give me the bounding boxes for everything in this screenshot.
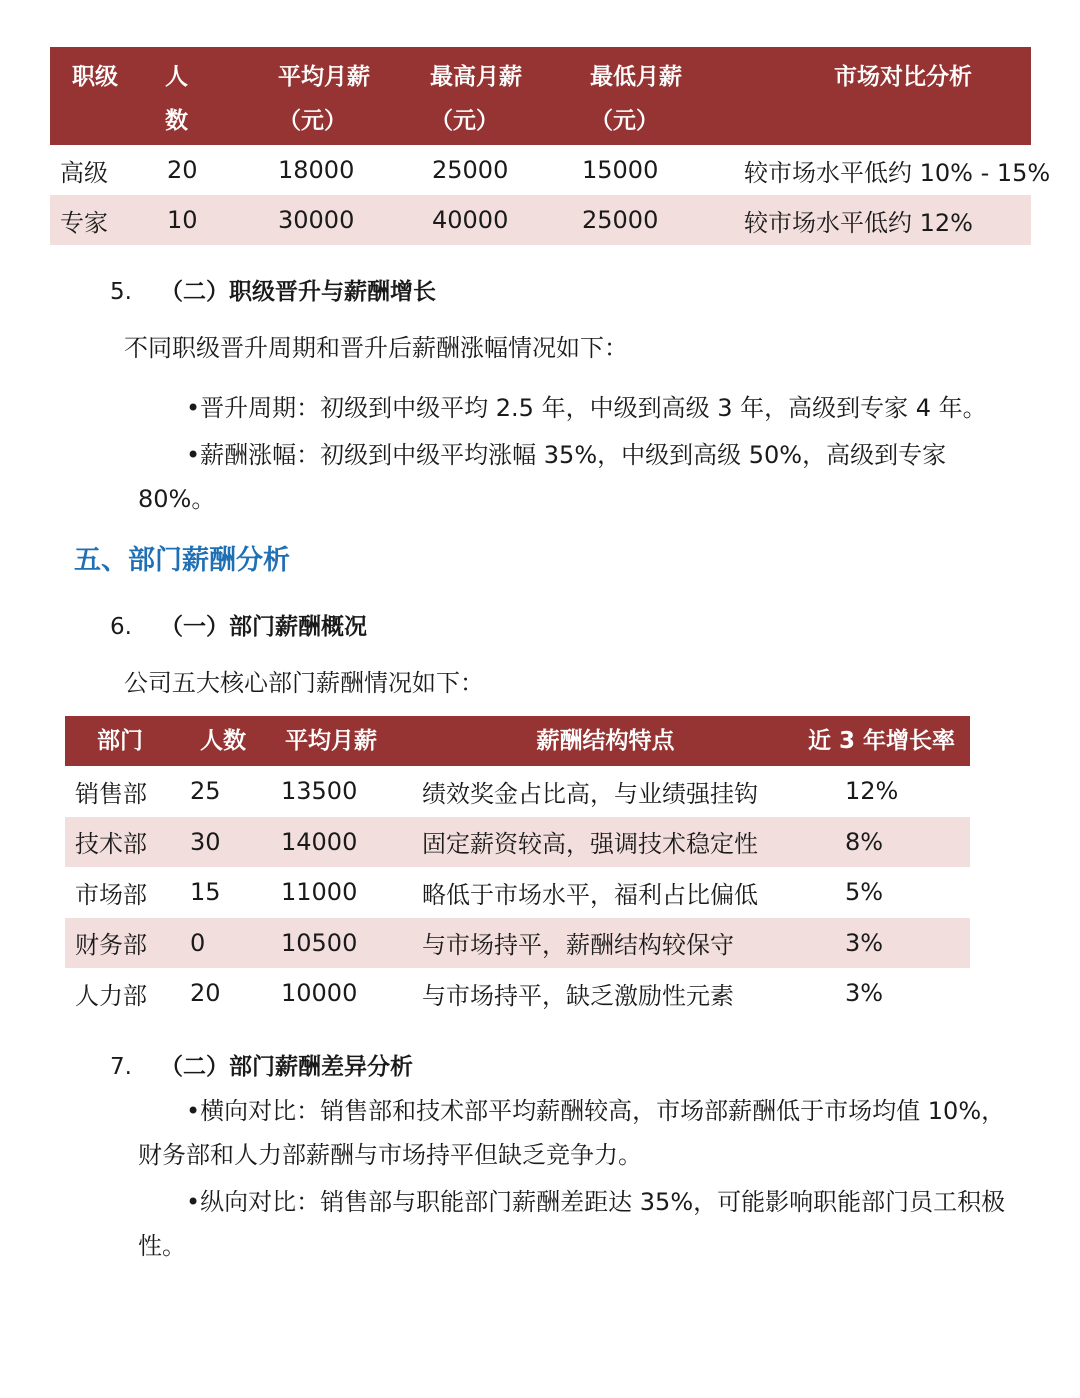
cell: 8%	[793, 817, 970, 868]
header-cell: 薪酬结构特点	[418, 716, 793, 766]
section-number: 5.	[110, 279, 132, 305]
section-title: （二）部门薪酬差异分析	[160, 1054, 413, 1080]
cell: 与市场持平，缺乏激励性元素	[422, 981, 734, 1010]
table-row	[50, 145, 1031, 195]
diff-bullet-vertical: •纵向对比：销售部与职能部门薪酬差距达 35%，可能影响职能部门员工积极性。	[138, 1188, 1006, 1260]
diff-bullet-horizontal: •横向对比：销售部和技术部平均薪酬较高，市场部薪酬低于市场均值 10%，财务部和人力部薪酬与市场持平但缺乏竞争力。	[138, 1097, 1006, 1169]
cell: 5%	[845, 878, 884, 907]
header-cell: 近 3 年增长率	[793, 716, 970, 766]
header-cell: 最高月薪 （元）	[402, 47, 562, 145]
cell: 14000	[273, 817, 418, 868]
table-row	[65, 918, 970, 969]
cell: 财务部	[65, 918, 180, 969]
cell: 技术部	[65, 817, 180, 868]
section-heading-diff	[110, 1048, 413, 1081]
section-heading-overview	[110, 608, 367, 641]
table-row	[65, 817, 970, 868]
cell: 25	[190, 777, 221, 806]
cell: 略低于市场水平，福利占比偏低	[422, 880, 758, 909]
cell: 25000	[432, 156, 509, 184]
cell: 25000	[562, 195, 724, 245]
cell: 绩效奖金占比高，与业绩强挂钩	[422, 779, 758, 808]
cell: 11000	[281, 878, 358, 907]
cell: 18000	[278, 156, 355, 184]
header-cell: 最低月薪 （元）	[562, 47, 724, 145]
cell: 20	[167, 156, 198, 184]
cell: 15	[190, 878, 221, 907]
overview-intro: 公司五大核心部门薪酬情况如下：	[124, 669, 484, 697]
cell: 10000	[281, 979, 358, 1008]
header-cell: 人数	[180, 716, 273, 766]
cell: 10500	[273, 918, 418, 969]
promotion-intro: 不同职级晋升周期和晋升后薪酬涨幅情况如下：	[124, 334, 628, 362]
cell: 较市场水平低约 12%	[724, 195, 1031, 245]
cell: 13500	[281, 777, 358, 806]
header-cell: 职级	[50, 47, 151, 145]
section-number: 7.	[110, 1054, 132, 1080]
cell: 30	[180, 817, 273, 868]
cell: 15000	[582, 156, 659, 184]
header-cell: 平均月薪	[273, 716, 418, 766]
section-heading-promotion	[110, 273, 436, 306]
header-cell: 人 数	[151, 47, 238, 145]
level-table-header-row	[50, 47, 1031, 145]
table-row	[65, 766, 970, 817]
cell: 3%	[845, 979, 884, 1008]
header-cell: 部门	[65, 716, 180, 766]
section-title: （一）部门薪酬概况	[160, 614, 367, 640]
header-cell: 市场对比分析	[724, 47, 1031, 145]
cell: 12%	[845, 777, 899, 806]
cell: 0	[180, 918, 273, 969]
promotion-bullet-cycle: •晋升周期：初级到中级平均 2.5 年，中级到高级 3 年，高级到专家 4 年。	[186, 394, 987, 422]
cell: 人力部	[75, 981, 147, 1010]
cell: 专家	[50, 195, 151, 245]
chapter-title: 五、部门薪酬分析	[74, 545, 290, 576]
level-salary-table	[50, 47, 1051, 245]
promotion-bullet-raise: •薪酬涨幅：初级到中级平均涨幅 35%，中级到高级 50%，高级到专家 80%。	[138, 441, 947, 513]
cell: 20	[190, 979, 221, 1008]
header-cell: 平均月薪 （元）	[238, 47, 402, 145]
table-row	[65, 968, 970, 1019]
cell: 固定薪资较高，强调技术稳定性	[418, 817, 793, 868]
cell: 市场部	[75, 880, 147, 909]
cell: 高级	[60, 158, 108, 187]
section-number: 6.	[110, 614, 132, 640]
dept-salary-table	[65, 716, 970, 1019]
table-row	[50, 195, 1031, 245]
cell: 10	[151, 195, 238, 245]
cell: 30000	[238, 195, 402, 245]
cell: 3%	[793, 918, 970, 969]
cell: 较市场水平低约 10% - 15%	[744, 158, 1051, 187]
table-row	[65, 867, 970, 918]
dept-table-header-row	[65, 716, 970, 766]
cell: 40000	[402, 195, 562, 245]
cell: 销售部	[75, 779, 147, 808]
section-title: （二）职级晋升与薪酬增长	[160, 279, 436, 305]
cell: 与市场持平，薪酬结构较保守	[418, 918, 793, 969]
